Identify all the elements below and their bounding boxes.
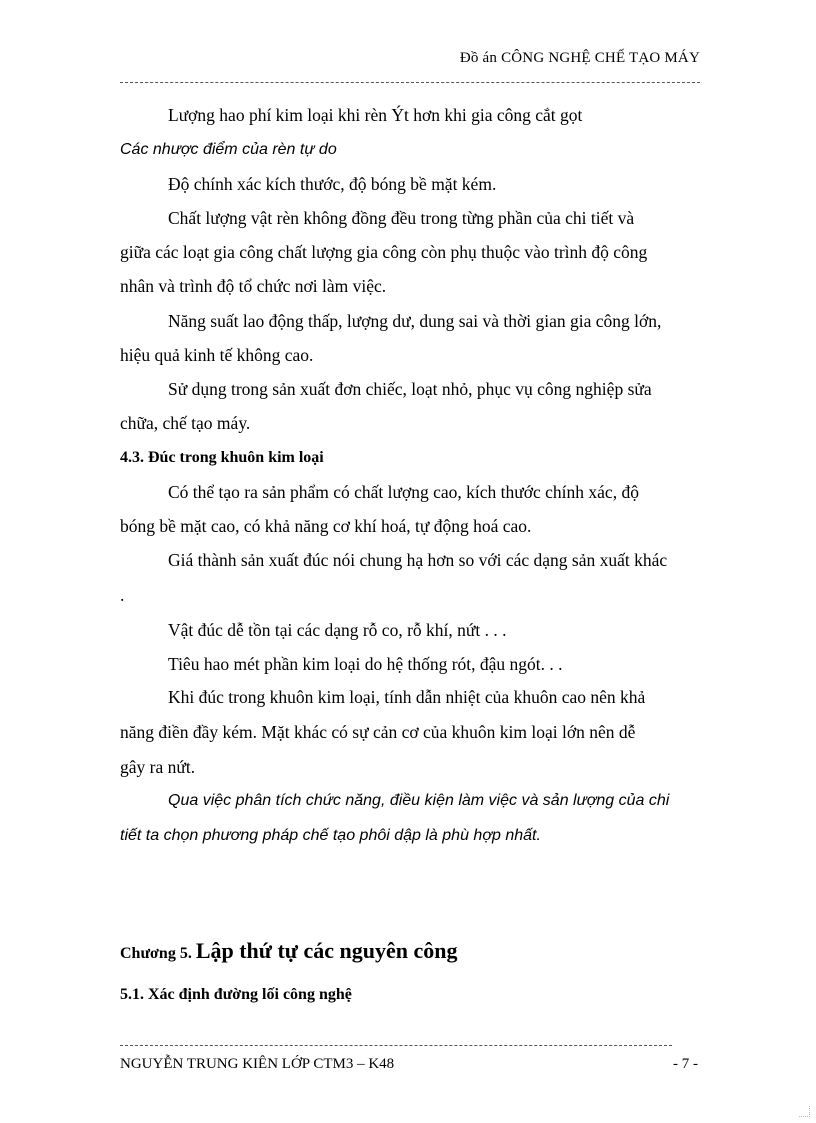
page-corner-mark <box>799 1106 810 1117</box>
paragraph-line: nhân và trình độ tổ chức nơi làm việc. <box>120 276 387 296</box>
paragraph-line: Giá thành sản xuất đúc nói chung hạ hơn so với các dạng sản xuất khác <box>168 550 668 570</box>
paragraph-line: giữa các loạt gia công chất lượng gia công còn phụ thuộc vào trình độ công <box>120 242 648 262</box>
conclusion-line: tiết ta chọn phương pháp chế tạo phôi dập là phù hợp nhất. <box>120 827 541 844</box>
paragraph-line: Chất lượng vật rèn không đồng đều trong từng phần của chi tiết và <box>168 208 635 228</box>
section-heading-4-3: 4.3. Đúc trong khuôn kim loại <box>120 449 324 466</box>
paragraph-line: hiệu quả kinh tế không cao. <box>120 345 314 365</box>
page-header-title: Đồ án CÔNG NGHỆ CHẾ TẠO MÁY <box>459 50 700 66</box>
paragraph-line: bóng bề mặt cao, có khả năng cơ khí hoá, tự động hoá cao. <box>120 516 532 536</box>
paragraph-line: Có thể tạo ra sản phẩm có chất lượng cao, kích thước chính xác, độ <box>168 482 639 502</box>
header-divider <box>120 82 700 83</box>
paragraph-line: Sử dụng trong sản xuất đơn chiếc, loạt nhỏ, phục vụ công nghiệp sửa <box>168 379 652 399</box>
paragraph-line: Lượng hao phí kim loại khi rèn Ýt hơn khi gia công cắt gọt <box>168 105 583 125</box>
paragraph-line: chữa, chế tạo máy. <box>120 413 251 433</box>
paragraph-line: Tiêu hao mét phần kim loại do hệ thống rót, đậu ngót. . . <box>168 654 563 674</box>
conclusion-line: Qua việc phân tích chức năng, điều kiện làm việc và sản lượng của chi <box>168 792 670 809</box>
paragraph-line: Độ chính xác kích thước, độ bóng bề mặt kém. <box>168 174 497 194</box>
page-number: - 7 - <box>673 1056 698 1072</box>
paragraph-line: gây ra nứt. <box>120 757 196 777</box>
subheading-disadvantages: Các nhược điểm của rèn tự do <box>120 141 337 158</box>
paragraph-line: Khi đúc trong khuôn kim loại, tính dẫn nhiệt của khuôn cao nên khả <box>168 687 646 707</box>
footer-divider <box>120 1045 672 1046</box>
chapter-label: Chương 5. <box>120 945 192 962</box>
chapter-title: Lập thứ tự các nguyên công <box>195 938 458 963</box>
chapter-heading <box>120 938 458 964</box>
paragraph-line: . <box>120 585 125 605</box>
footer-author: NGUYỄN TRUNG KIÊN LỚP CTM3 – K48 <box>120 1056 395 1072</box>
section-heading-5-1: 5.1. Xác định đường lối công nghệ <box>120 986 352 1003</box>
paragraph-line: Năng suất lao động thấp, lượng dư, dung sai và thời gian gia công lớn, <box>168 311 662 331</box>
paragraph-line: năng điền đầy kém. Mặt khác có sự cản cơ của khuôn kim loại lớn nên dễ <box>120 722 636 742</box>
paragraph-line: Vật đúc dễ tồn tại các dạng rỗ co, rỗ khí, nứt . . . <box>168 620 507 640</box>
